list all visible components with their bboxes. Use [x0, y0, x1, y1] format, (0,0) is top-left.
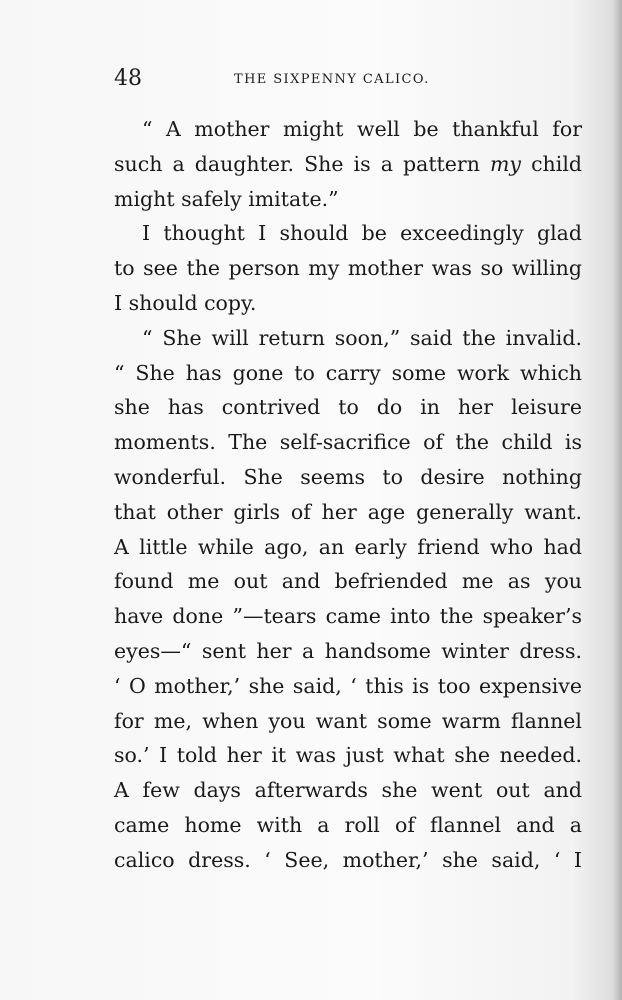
text-line: have done ”—tears came into the speaker’s	[114, 604, 582, 629]
text-line: I thought I should be exceedingly glad	[142, 221, 582, 246]
text-line: came home with a roll of flannel and a	[114, 812, 582, 837]
text-line: “ She has gone to carry some work which	[114, 360, 582, 385]
page-edge-shadow	[612, 0, 622, 1000]
text-line: eyes—“ sent her a handsome winter dress.	[114, 638, 582, 663]
running-title: THE SIXPENNY CALICO.	[234, 72, 430, 87]
text-line: moments. The self-sacrifice of the child is	[114, 430, 582, 455]
text-line: found me out and befriended me as you	[114, 569, 582, 594]
text-line: ‘ O mother,’ she said, ‘ this is too expensive	[114, 673, 582, 698]
text-line	[114, 147, 582, 182]
text-line: A little while ago, an early friend who had	[114, 534, 582, 559]
text-line: “ She will return soon,” said the invalid.	[142, 325, 582, 350]
text-line: A few days afterwards she went out and	[114, 778, 582, 803]
text-line: wonderful. She seems to desire nothing	[114, 464, 582, 489]
text-line: that other girls of her age generally want.	[114, 499, 582, 524]
text-line: I should copy.	[114, 290, 257, 315]
text-fragment: child	[521, 151, 582, 176]
text-line: she has contrived to do in her leisure	[114, 395, 582, 420]
text-fragment: such a daughter. She is a pattern	[114, 151, 490, 176]
emphasized-word: my	[489, 151, 522, 176]
text-line: so.’ I told her it was just what she needed.	[114, 743, 582, 768]
text-line: calico dress. ‘ See, mother,’ she said, ‘ I	[114, 847, 582, 872]
text-line: for me, when you want some warm flannel	[114, 708, 582, 733]
page-header	[114, 64, 590, 94]
body-text	[114, 112, 582, 878]
text-line: to see the person my mother was so willing	[114, 256, 582, 281]
text-line: might safely imitate.”	[114, 186, 339, 211]
page-number: 48	[114, 66, 142, 91]
text-line: “ A mother might well be thankful for	[142, 117, 582, 141]
